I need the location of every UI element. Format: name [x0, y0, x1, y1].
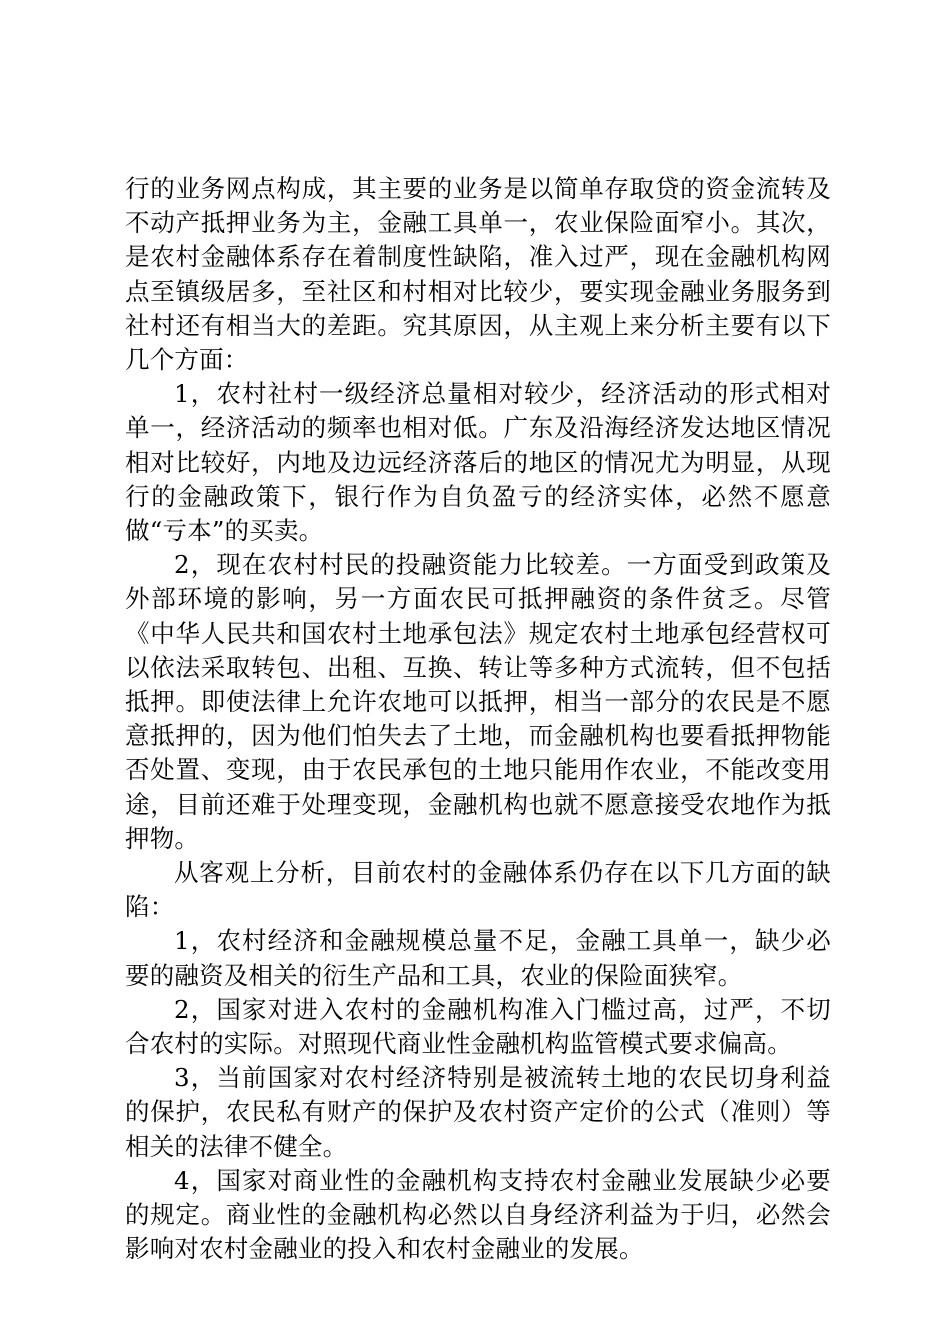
paragraph-objective-point-4: 4，国家对商业性的金融机构支持农村金融业发展缺少必要的规定。商业性的金融机构必然以自身经济利益为于归，必然会影响对农村金融业的投入和农村金融业的发展。 [125, 1165, 831, 1264]
paragraph-subjective-point-1: 1，农村社村一级经济总量相对较少，经济活动的形式相对单一，经济活动的频率也相对低。广东及沿海经济发达地区情况相对比较好，内地及边远经济落后的地区的情况尤为明显，从现行的金融政策下，银行作为自负盈亏的经济实体，必然不愿意做“亏本”的买卖。 [125, 379, 831, 546]
paragraph-subjective-point-2: 2，现在农村村民的投融资能力比较差。一方面受到政策及外部环境的影响，另一方面农民可抵押融资的条件贫乏。尽管《中华人民共和国农村土地承包法》规定农村土地承包经营权可以依法采取转包、出租、互换、转让等多种方式流转，但不包括抵押。即使法律上允许农地可以抵押，相当一部分的农民是不愿意抵押的，因为他们怕失去了土地，而金融机构也要看抵押物能否处置、变现，由于农民承包的土地只能用作农业，不能改变用途，目前还难于处理变现，金融机构也就不愿意接受农地作为抵押物。 [125, 550, 831, 853]
paragraph-objective-point-3: 3，当前国家对农村经济特别是被流转土地的农民切身利益的保护，农民私有财产的保护及农村资产定价的公式（准则）等相关的法律不健全。 [125, 1063, 831, 1161]
paragraph-objective-point-2: 2，国家对进入农村的金融机构准入门槛过高，过严，不切合农村的实际。对照现代商业性金融机构监管模式要求偏高。 [125, 994, 831, 1059]
paragraph-continuation: 行的业务网点构成，其主要的业务是以简单存取贷的资金流转及不动产抵押业务为主，金融工具单一，农业保险面窄小。其次，是农村金融体系存在着制度性缺陷，准入过严，现在金融机构网点至镇级居多，至社区和村相对比较少，要实现金融业务服务到社村还有相当大的差距。究其原因，从主观上来分析主要有以下几个方面： [125, 174, 831, 375]
paragraph-objective-intro: 从客观上分析，目前农村的金融体系仍存在以下几方面的缺陷： [125, 858, 831, 922]
paragraph-objective-point-1: 1，农村经济和金融规模总量不足，金融工具单一，缺少必要的融资及相关的衍生产品和工具，农业的保险面狭窄。 [125, 926, 831, 990]
document-body [125, 172, 831, 1267]
